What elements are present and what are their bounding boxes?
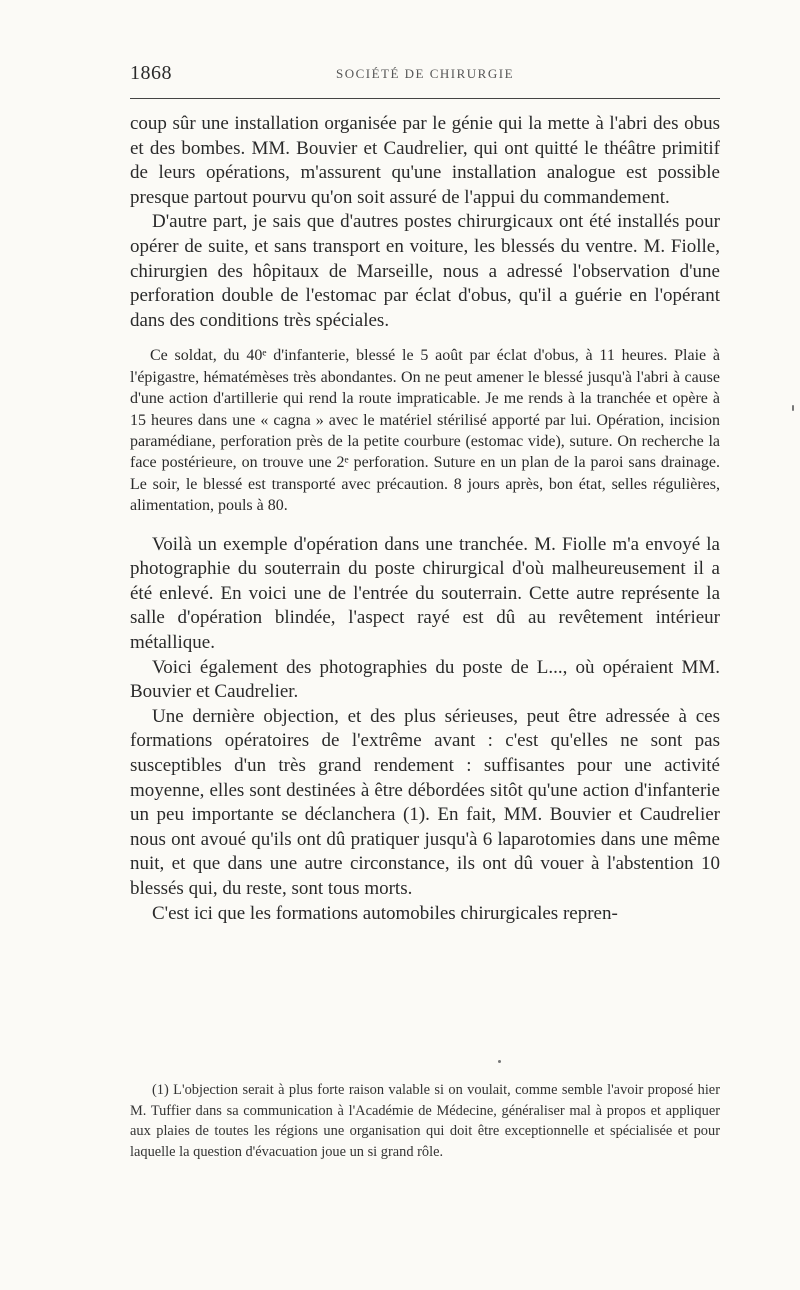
paragraph-trench-example: Voilà un exemple d'opération dans une tranchée. M. Fiolle m'a envoyé la photographie du souterrain du poste chirurgical d'où malheureusement il a été enlevé. En voici une de l'entrée du souterrain. Cette autre représente la salle d'opération blindée, l'aspect rayé est dû au revêtement intérieur métallique. <box>130 533 720 653</box>
footnote <box>130 1080 720 1162</box>
paragraph-continuation: coup sûr une installation organisée par le génie qui la mette à l'abri des obus et des bombes. MM. Bouvier et Caudrelier, qui ont quitté le théâtre primitif de leurs opérations, m'assurent qu'une installation analogue est possible presque partout pourvu qu'on soit assuré de l'appui du commandement. <box>130 113 720 208</box>
footnote-text: (1) L'objection serait à plus forte raison valable si on voulait, comme semble l'avoir proposé hier M. Tuffier dans sa communication à l'Académie de Médecine, généraliser mal à propos et appliquer aux plaies de toutes les régions une organisation qui doit être exceptionnelle et spécialisée et pour laquelle la question d'évacuation joue un si grand rôle. <box>130 1082 720 1160</box>
running-head: SOCIÉTÉ DE CHIRURGIE <box>335 66 515 81</box>
print-speck <box>792 405 794 411</box>
paragraph-objection: Une dernière objection, et des plus sérieuses, peut être adressée à ces formations opératoires de l'extrême avant : c'est qu'elles ne sont pas susceptibles d'un très grand rendement : suffisantes pour une activité moyenne, elles sont destinées à être débordées sitôt qu'une action d'infanterie un peu importante se déclanchera (1). En fait, MM. Bouvier et Caudrelier nous ont avoué qu'ils ont dû pratiquer jusqu'à 6 laparotomies dans une même nuit, et que dans une autre circonstance, ils ont dû vouer à l'abstention 10 blessés qui, du reste, sont tous morts. <box>130 705 720 899</box>
paragraph-photographs: Voici également des photographies du poste de L..., où opéraient MM. Bouvier et Caudrelier. <box>130 656 720 703</box>
paragraph-automobile: C'est ici que les formations automobiles chirurgicales repren- <box>152 902 618 924</box>
page-header <box>130 62 720 84</box>
header-rule <box>130 98 720 99</box>
case-observation: Ce soldat, du 40ᵉ d'infanterie, blessé le 5 août par éclat d'obus, à 11 heures. Plaie à l'épigastre, hématémèses très abondantes. On ne peut amener le blessé jusqu'à l'abri à cause d'une action d'artillerie qui rend la route impraticable. Je me rends à la tranchée et opère à 15 heures dans une « cagna » avec le matériel stérilisé apporté par lui. Opération, incision paramédiane, perforation près de la petite courbure (estomac vide), suture. On recherche la face postérieure, on trouve une 2ᵉ perforation. Suture en un plan de la paroi sans drainage. Le soir, le blessé est transporté avec précaution. 8 jours après, bon état, selles régulières, alimentation, pouls à 80. <box>130 347 720 515</box>
paragraph-fiolle: D'autre part, je sais que d'autres postes chirurgicaux ont été installés pour opérer de suite, et sans transport en voiture, les blessés du ventre. M. Fiolle, chirurgien des hôpitaux de Marseille, nous a adressé l'observation d'une perforation double de l'estomac par éclat d'obus, qu'il a guérie en l'opérant dans des conditions très spéciales. <box>130 211 720 331</box>
print-speck <box>498 1060 501 1063</box>
main-text <box>130 112 720 926</box>
page-number: 1868 <box>130 62 172 84</box>
